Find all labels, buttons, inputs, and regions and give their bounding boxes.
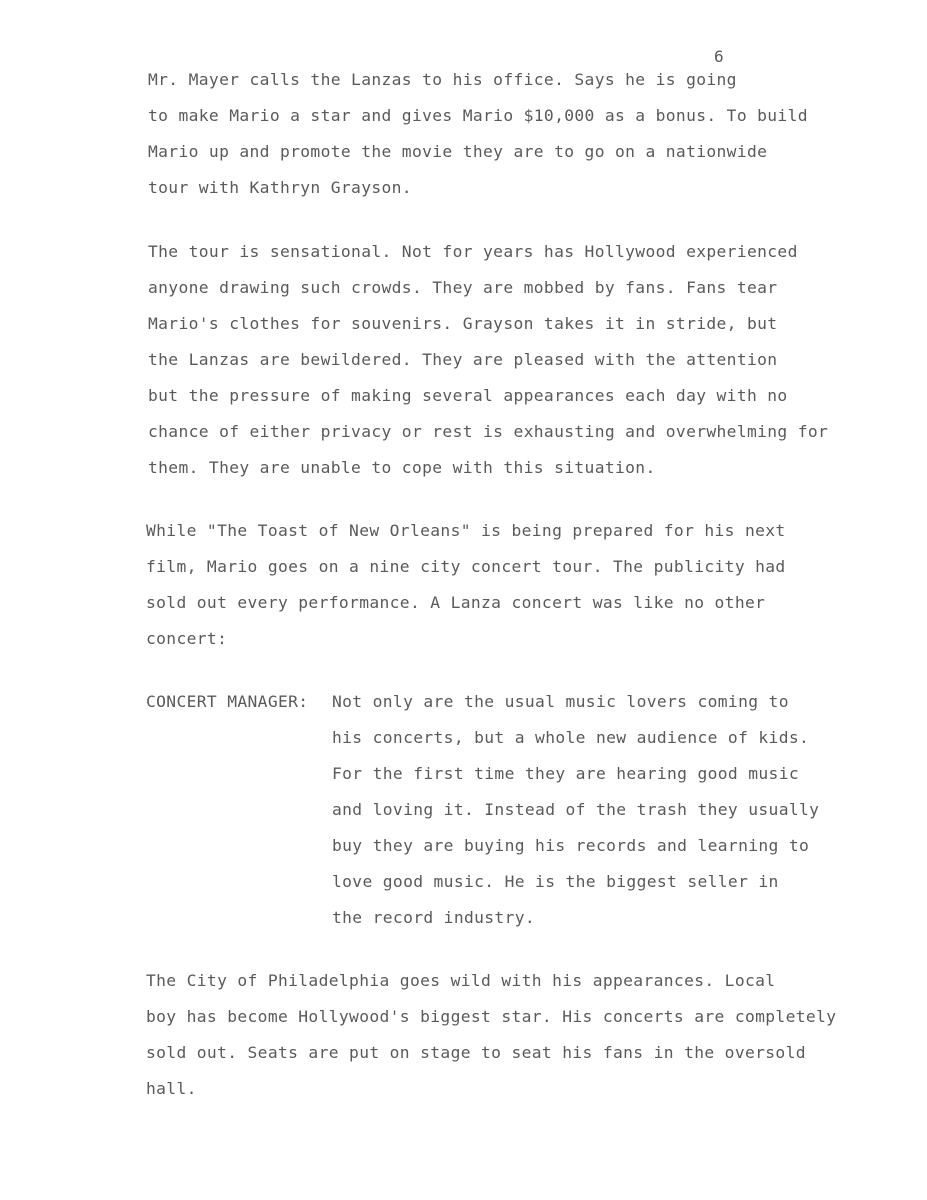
dialogue-line: For the first time they are hearing good music xyxy=(332,764,799,783)
text-line: sold out every performance. A Lanza concert was like no other xyxy=(146,593,766,612)
text-line: but the pressure of making several appearances each day with no xyxy=(148,386,788,405)
text-line: them. They are unable to cope with this situation. xyxy=(148,458,656,477)
text-line: hall. xyxy=(146,1079,197,1098)
speaker-label: CONCERT MANAGER: xyxy=(146,692,309,711)
dialogue-line: love good music. He is the biggest seller in xyxy=(332,872,779,891)
text-line: While "The Toast of New Orleans" is being prepared for his next xyxy=(146,521,786,540)
dialogue-line: the record industry. xyxy=(332,908,536,927)
dialogue-line: his concerts, but a whole new audience of kids. xyxy=(332,728,810,747)
text-line: Mario's clothes for souvenirs. Grayson takes it in stride, but xyxy=(148,314,778,333)
dialogue-line: and loving it. Instead of the trash they usually xyxy=(332,800,820,819)
text-line: The City of Philadelphia goes wild with his appearances. Local xyxy=(146,971,776,990)
text-line: the Lanzas are bewildered. They are pleased with the attention xyxy=(148,350,778,369)
dialogue-line: buy they are buying his records and learning to xyxy=(332,836,810,855)
text-line: boy has become Hollywood's biggest star. His concerts are completely xyxy=(146,1007,837,1026)
page-number: 6 xyxy=(714,47,724,66)
text-line: chance of either privacy or rest is exhausting and overwhelming for xyxy=(148,422,829,441)
text-line: Mario up and promote the movie they are to go on a nationwide xyxy=(148,142,768,161)
text-line: to make Mario a star and gives Mario $10,000 as a bonus. To build xyxy=(148,106,808,125)
text-line: sold out. Seats are put on stage to seat his fans in the oversold xyxy=(146,1043,806,1062)
text-line: film, Mario goes on a nine city concert tour. The publicity had xyxy=(146,557,786,576)
text-line: Mr. Mayer calls the Lanzas to his office. Says he is going xyxy=(148,70,737,89)
text-line: The tour is sensational. Not for years has Hollywood experienced xyxy=(148,242,798,261)
dialogue-line: Not only are the usual music lovers coming to xyxy=(332,692,789,711)
text-line: anyone drawing such crowds. They are mobbed by fans. Fans tear xyxy=(148,278,778,297)
text-line: tour with Kathryn Grayson. xyxy=(148,178,412,197)
text-line: concert: xyxy=(146,629,228,648)
